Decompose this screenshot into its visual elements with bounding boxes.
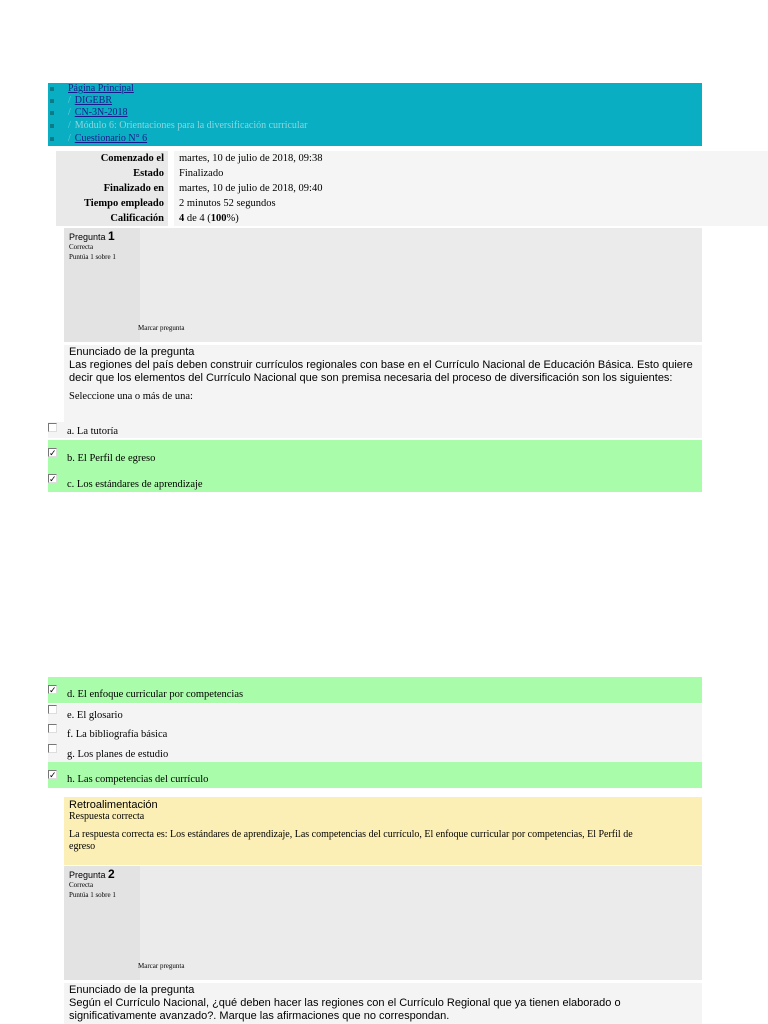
answer-option[interactable] [48, 704, 702, 723]
checkbox-checked-icon[interactable]: ✓ [49, 448, 57, 458]
breadcrumb-separator: / [68, 95, 71, 106]
question-info [64, 866, 702, 980]
answer-label: h. Las competencias del currículo [67, 774, 209, 785]
question-text: Las regiones del país deben construir currículos regionales con base en el Currículo Nacional de Educación Básica. Esto quiere decir que los elementos del Currículo Nacional que son premisa necesaria del proceso de diversificación son los siguientes: [69, 359, 693, 384]
answer-option[interactable] [48, 723, 702, 743]
answer-option[interactable] [48, 677, 702, 703]
summary-value: martes, 10 de julio de 2018, 09:40 [174, 181, 768, 196]
summary-row-started [56, 151, 768, 166]
breadcrumb-separator: / [68, 107, 71, 118]
correct-answer-line-2: egreso [69, 841, 96, 852]
question-number: Pregunta 2 [69, 867, 115, 881]
feedback-heading: Retroalimentación [69, 799, 158, 811]
answer-label: f. La bibliografía básica [67, 729, 168, 740]
answer-label: d. El enfoque curricular por competencias [67, 689, 244, 700]
answer-label: a. La tutoría [67, 426, 119, 437]
breadcrumb-link-course[interactable]: CN-3N-2018 [74, 107, 128, 118]
answer-prompt: Seleccione una o más de una: [69, 391, 193, 402]
summary-value: martes, 10 de julio de 2018, 09:38 [174, 151, 768, 166]
answer-label: g. Los planes de estudio [67, 749, 169, 760]
question-grade: Puntúa 1 sobre 1 [69, 891, 116, 899]
bullet-icon [50, 99, 54, 103]
grade-suffix: %) [226, 213, 239, 224]
answer-label: e. El glosario [67, 710, 123, 721]
summary-label: Calificación [56, 211, 168, 226]
summary-label: Comenzado el [56, 151, 168, 166]
answer-label: b. El Perfil de egreso [67, 453, 156, 464]
checkbox[interactable] [48, 423, 57, 432]
grade-percent: 100 [210, 213, 227, 224]
bullet-icon [50, 124, 54, 128]
question-text-line-2: significativamente avanzado?. Marque las afirmaciones que no correspondan. [69, 1010, 450, 1022]
breadcrumb [48, 83, 702, 146]
summary-row-finished [56, 181, 768, 196]
answer-option[interactable] [48, 422, 702, 438]
grade-separator: de 4 ( [184, 213, 211, 224]
breadcrumb-link-digebr[interactable]: DIGEBR [74, 95, 113, 106]
answer-option[interactable] [48, 762, 702, 788]
answer-label: c. Los estándares de aprendizaje [67, 479, 203, 490]
checkbox-checked-icon[interactable]: ✓ [49, 685, 57, 695]
checkbox-checked-icon[interactable]: ✓ [49, 474, 57, 484]
checkbox[interactable] [48, 724, 57, 733]
checkbox-checked-icon[interactable]: ✓ [49, 770, 57, 780]
breadcrumb-separator: / [68, 120, 71, 131]
summary-label: Finalizado en [56, 181, 168, 196]
grade-points: 4 [179, 213, 185, 224]
feedback-panel [64, 797, 702, 865]
breadcrumb-module-label: Módulo 6: Orientaciones para la diversificación curricular [74, 120, 308, 131]
summary-row-state [56, 166, 768, 181]
question-heading: Enunciado de la pregunta [69, 984, 195, 996]
checkbox[interactable] [48, 705, 57, 714]
question-text-block [64, 983, 702, 1024]
breadcrumb-link-quiz[interactable]: Cuestionario N° 6 [74, 133, 148, 144]
question-text-line-1: Según el Currículo Nacional, ¿qué deben hacer las regiones con el Currículo Regional que ya tienen elaborado o [69, 997, 621, 1009]
question-state: Correcta [69, 243, 94, 251]
bullet-icon [50, 87, 54, 91]
correct-answer-line-1: La respuesta correcta es: Los estándares de aprendizaje, Las competencias del currículo, El enfoque curricular por competencias, El Perfil de [69, 829, 633, 840]
question-info [64, 228, 702, 342]
answer-option[interactable] [48, 466, 702, 492]
summary-label: Estado [56, 166, 168, 181]
question-grade: Puntúa 1 sobre 1 [69, 253, 116, 261]
summary-label: Tiempo empleado [56, 196, 168, 211]
answer-option[interactable] [48, 743, 702, 762]
answer-option[interactable] [48, 440, 702, 466]
summary-value: 2 minutos 52 segundos [174, 196, 768, 211]
flag-question-link[interactable]: Marcar pregunta [138, 324, 185, 332]
checkbox[interactable] [48, 744, 57, 753]
question-number: Pregunta 1 [69, 229, 115, 243]
grade-value [174, 211, 768, 226]
flag-question-link[interactable]: Marcar pregunta [138, 962, 185, 970]
question-state: Correcta [69, 881, 94, 889]
feedback-result: Respuesta correcta [69, 811, 145, 822]
summary-row-time [56, 196, 768, 211]
bullet-icon [50, 111, 54, 115]
question-heading: Enunciado de la pregunta [69, 346, 195, 358]
summary-row-grade [56, 211, 768, 226]
breadcrumb-link-home[interactable]: Página Principal [68, 83, 134, 94]
breadcrumb-separator: / [68, 133, 71, 144]
summary-value: Finalizado [174, 166, 768, 181]
bullet-icon [50, 137, 54, 141]
question-text-block [64, 345, 702, 422]
